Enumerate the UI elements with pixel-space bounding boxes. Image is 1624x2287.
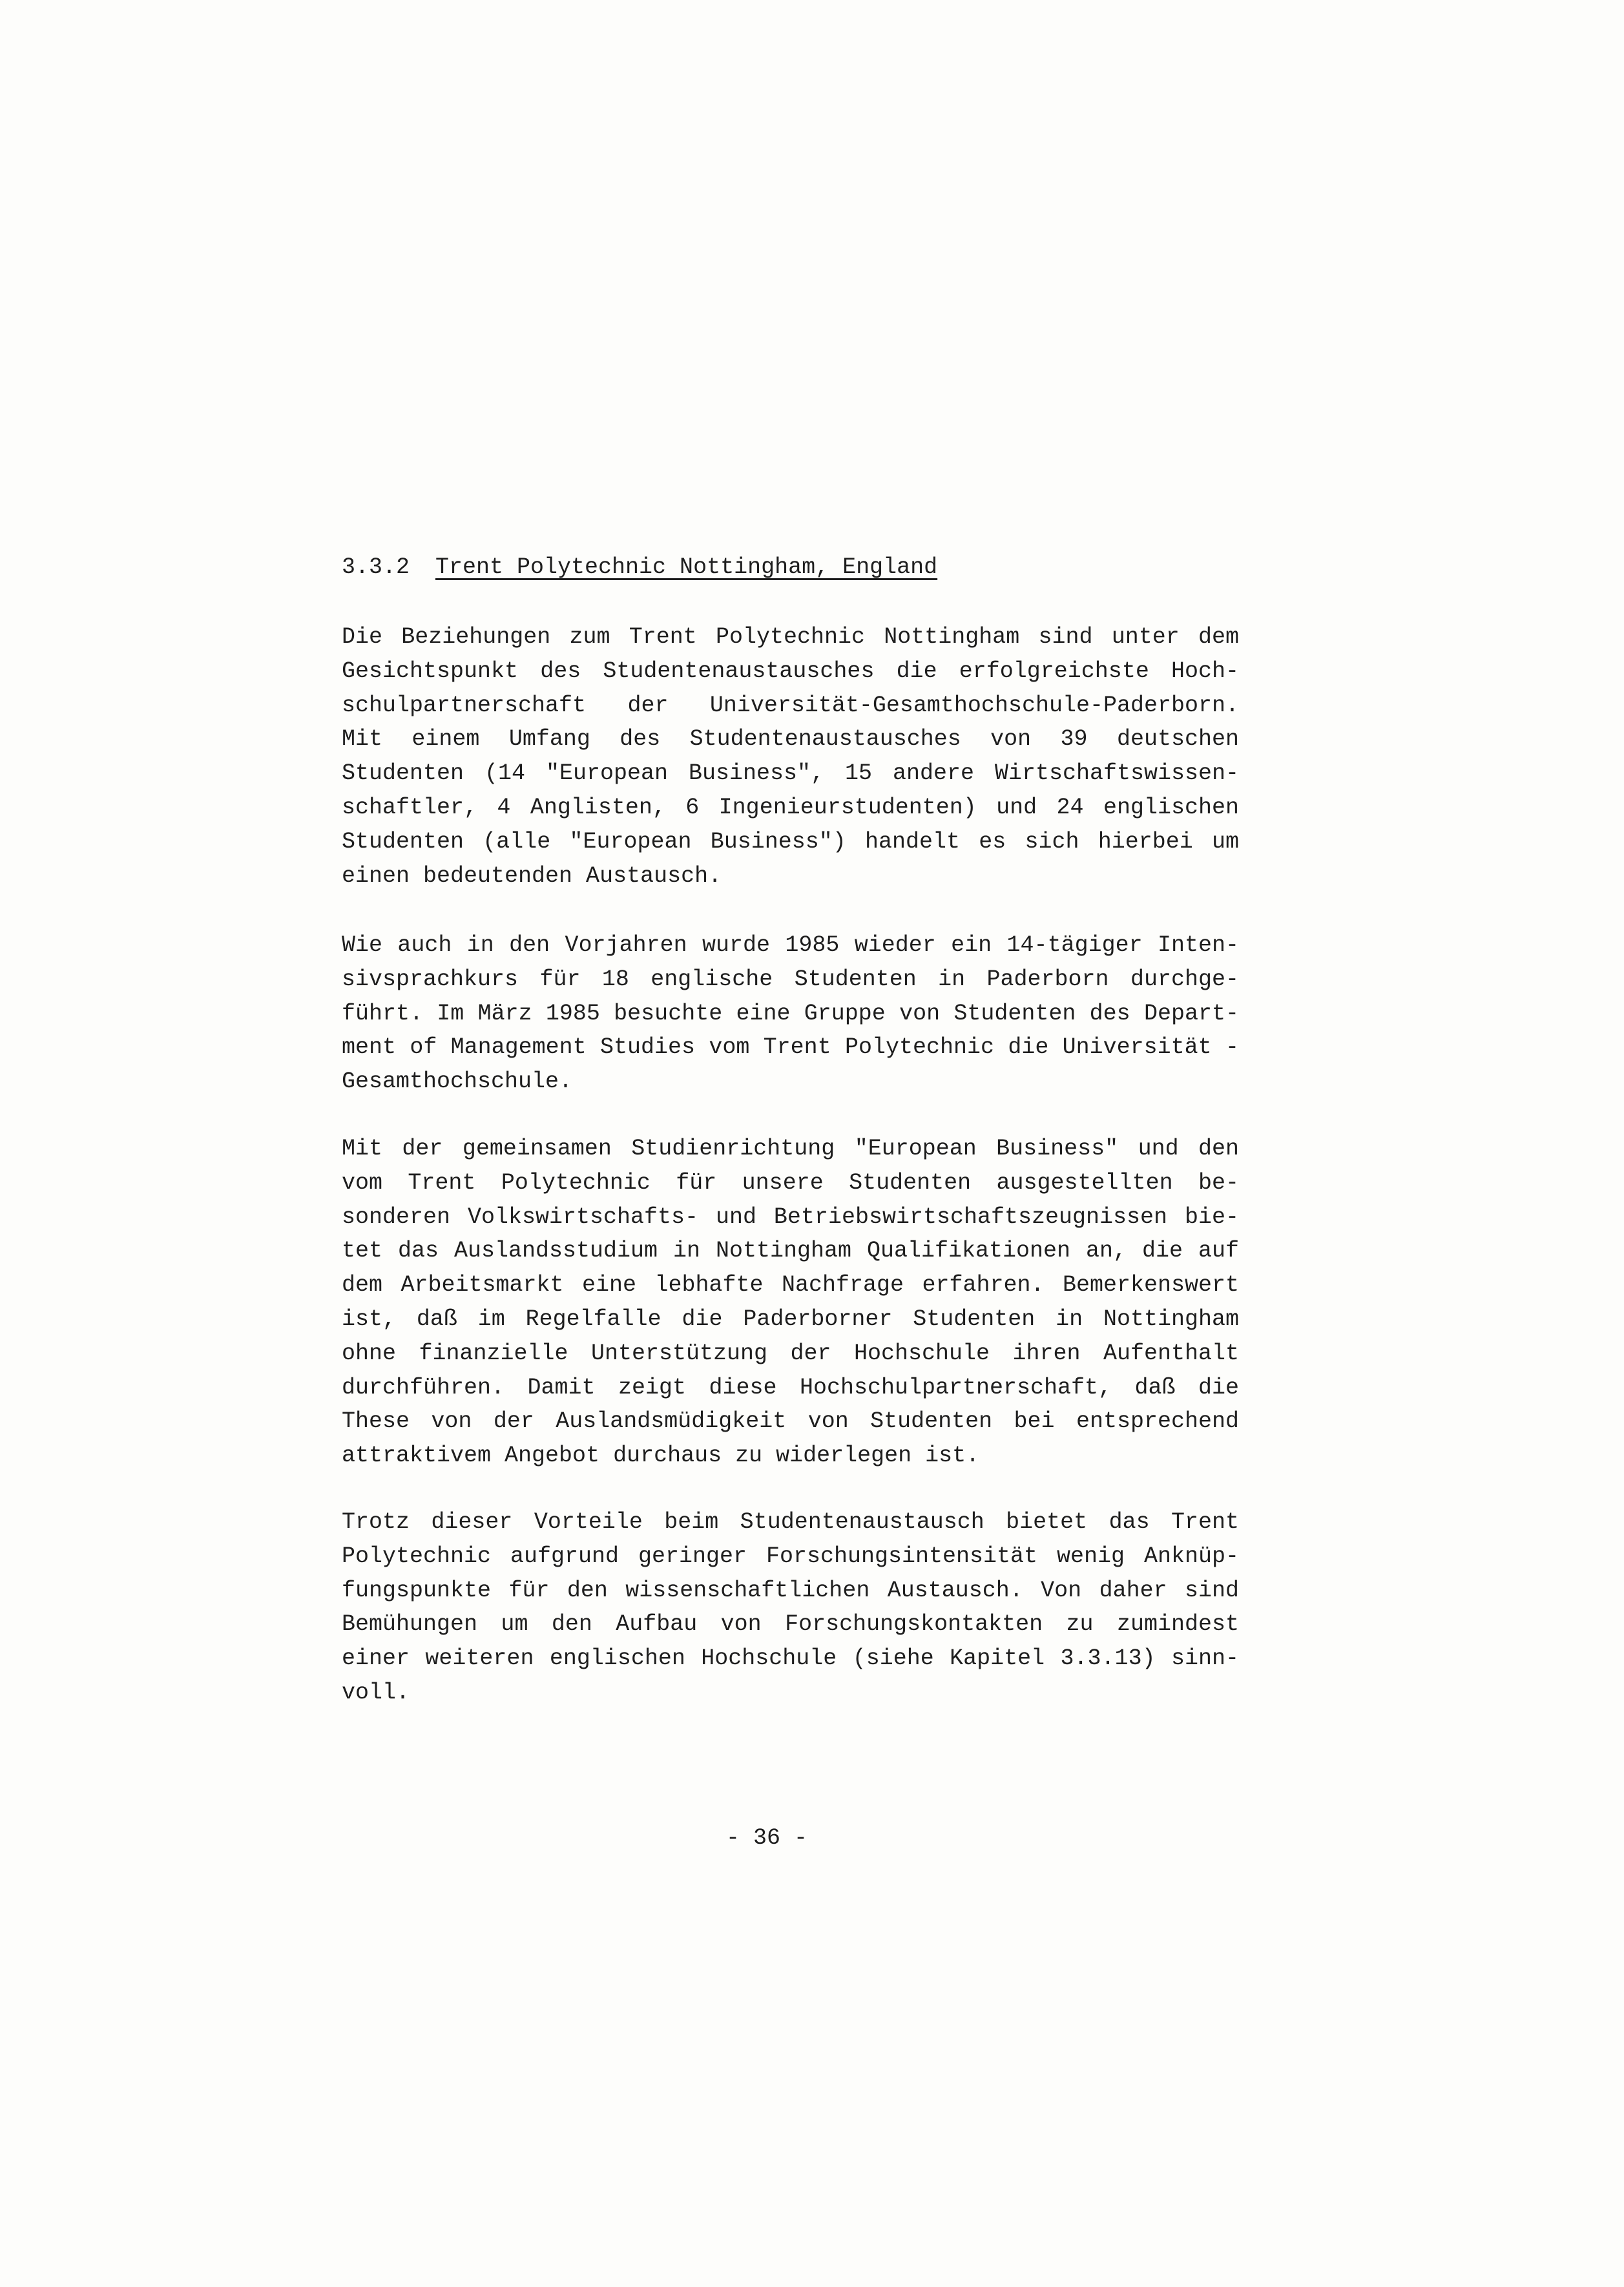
text-line: tet das Auslandsstudium in Nottingham Qualifikationen an, die auf: [342, 1238, 1239, 1264]
page-number: [0, 1825, 1624, 1851]
page-number-text: - 36 -: [725, 1825, 808, 1851]
text-line: schaftler, 4 Anglisten, 6 Ingenieurstudenten) und 24 englischen: [342, 794, 1239, 820]
text-line: attraktivem Angebot durchaus zu widerlegen ist.: [342, 1443, 980, 1469]
text-line: Gesichtspunkt des Studentenaustausches die erfolgreichste Hoch-: [342, 658, 1239, 684]
text-line: Trotz dieser Vorteile beim Studentenaustausch bietet das Trent: [342, 1509, 1239, 1535]
text-line: Gesamthochschule.: [342, 1069, 573, 1095]
section-heading: [342, 554, 937, 580]
text-line: ment of Management Studies vom Trent Polytechnic die Universität -: [342, 1034, 1239, 1061]
text-line: Mit einem Umfang des Studentenaustausches von 39 deutschen: [342, 726, 1239, 753]
text-line: vom Trent Polytechnic für unsere Studenten ausgestellten be-: [342, 1169, 1239, 1196]
text-line: Wie auch in den Vorjahren wurde 1985 wieder ein 14-tägiger Inten-: [342, 932, 1239, 958]
text-line: durchführen. Damit zeigt diese Hochschulpartnerschaft, daß die: [342, 1374, 1239, 1401]
text-line: ist, daß im Regelfalle die Paderborner Studenten in Nottingham: [342, 1306, 1239, 1332]
paragraph-2: [342, 928, 1239, 1099]
paragraph-3: [342, 1132, 1239, 1473]
text-line: schulpartnerschaft der Universität-Gesamthochschule-Paderborn.: [342, 692, 1239, 718]
paragraph-4: [342, 1505, 1239, 1710]
text-line: Mit der gemeinsamen Studienrichtung "European Business" und den: [342, 1136, 1239, 1162]
text-line: führt. Im März 1985 besuchte eine Gruppe von Studenten des Depart-: [342, 1000, 1239, 1027]
text-line: einen bedeutenden Austausch.: [342, 862, 722, 889]
paragraph-1: [342, 620, 1239, 893]
text-line: Studenten (14 "European Business", 15 andere Wirtschaftswissen-: [342, 760, 1239, 787]
text-line: ohne finanzielle Unterstützung der Hochschule ihren Aufenthalt: [342, 1340, 1239, 1366]
text-line: einer weiteren englischen Hochschule (siehe Kapitel 3.3.13) sinn-: [342, 1645, 1239, 1672]
text-line: These von der Auslandsmüdigkeit von Studenten bei entsprechend: [342, 1408, 1239, 1435]
text-line: sonderen Volkswirtschafts- und Betriebswirtschaftszeugnissen bie-: [342, 1204, 1239, 1230]
text-line: Studenten (alle "European Business") handelt es sich hierbei um: [342, 828, 1239, 855]
text-line: dem Arbeitsmarkt eine lebhafte Nachfrage erfahren. Bemerkenswert: [342, 1272, 1239, 1299]
section-title: Trent Polytechnic Nottingham, England: [435, 554, 938, 580]
text-line: sivsprachkurs für 18 englische Studenten in Paderborn durchge-: [342, 966, 1239, 992]
text-line: Polytechnic aufgrund geringer Forschungsintensität wenig Anknüp-: [342, 1543, 1239, 1569]
text-line: voll.: [342, 1679, 410, 1706]
text-line: Bemühungen um den Aufbau von Forschungskontakten zu zumindest: [342, 1611, 1239, 1638]
section-number: 3.3.2: [342, 554, 410, 580]
text-line: Die Beziehungen zum Trent Polytechnic Nottingham sind unter dem: [342, 624, 1239, 650]
text-line: fungspunkte für den wissenschaftlichen Austausch. Von daher sind: [342, 1577, 1239, 1603]
